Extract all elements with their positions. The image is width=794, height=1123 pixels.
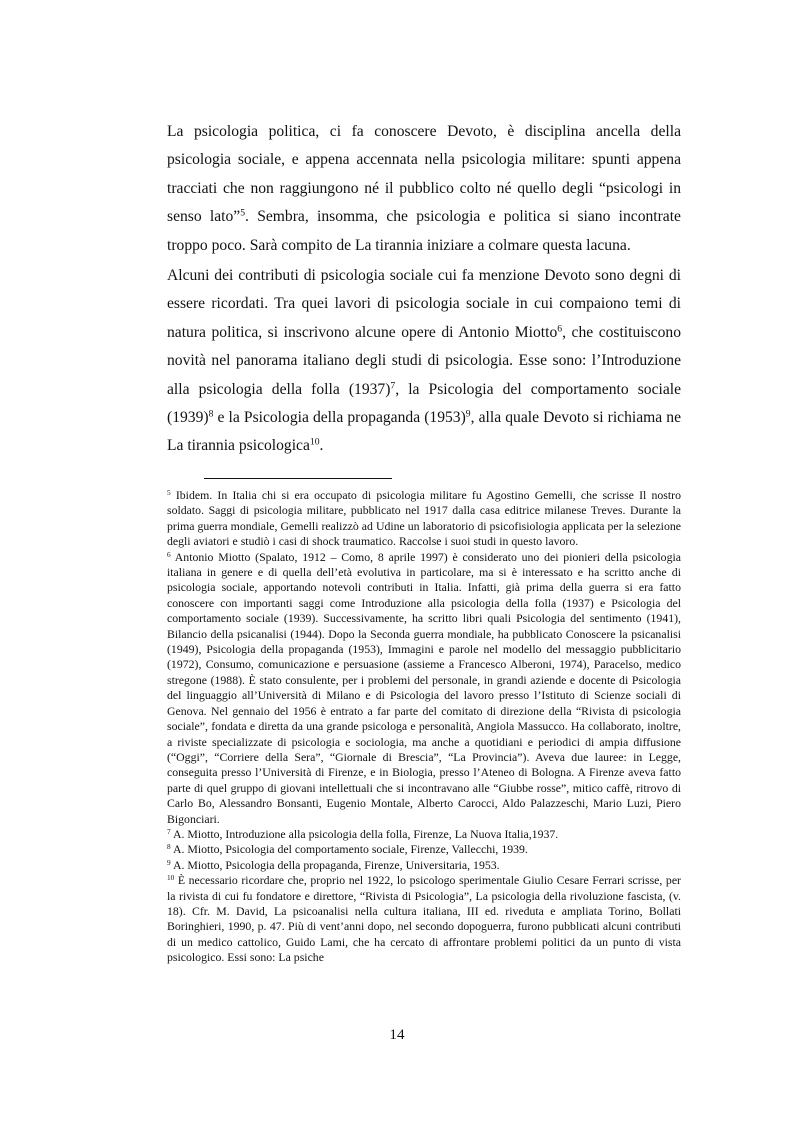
footnotes [167, 488, 681, 966]
footnote-ref: 6 [557, 323, 563, 335]
page-number: 14 [389, 1026, 405, 1043]
footnote-text: A. Miotto, Introduzione alla psicologia della folla, Firenze, La Nuova Italia,1937. [170, 826, 559, 841]
text-run: e la Psicologia della propaganda (1953) [213, 409, 466, 427]
footnote [167, 858, 681, 873]
text-run: , che costituiscono novità nel panorama italiano degli studi di psicologia. Esse sono: l’Introduzione alla psicologia della folla (1937) [167, 323, 681, 398]
footnote [167, 488, 681, 550]
text-run: Alcuni dei contributi di psicologia sociale cui fa menzione Devoto sono degni di essere ricordati. Tra quei lavori di psicologia sociale in cui compaiono temi di natura politica, si inscrivono alcune opere di Antonio Miotto [167, 267, 681, 341]
body-paragraph [167, 262, 681, 461]
body-text [167, 118, 681, 461]
footnote [167, 550, 681, 827]
footnote-text: A. Miotto, Psicologia del comportamento sociale, Firenze, Vallecchi, 1939. [170, 842, 528, 857]
text-run: . [319, 437, 324, 455]
footnote-number: 9 [167, 857, 171, 867]
footnote-ref: 9 [465, 408, 471, 420]
footnote-separator [204, 478, 392, 479]
footnote-ref: 10 [309, 437, 320, 449]
text-run: , alla quale Devoto si richiama ne La tirannia psicologica [167, 409, 681, 455]
footnote [167, 842, 681, 857]
text-run: , la Psicologia del comportamento sociale (1939) [167, 380, 681, 427]
footnote-ref: 8 [208, 408, 214, 420]
footnote-ref: 7 [390, 380, 396, 392]
footnote-number: 7 [167, 826, 171, 836]
footnote-number: 6 [167, 549, 171, 559]
text-run: . Sembra, insomma, che psicologia e politica si siano incontrate troppo poco. Sarà compito de La tirannia iniziare a colmare questa lacuna. [167, 208, 681, 254]
text-run: La psicologia politica, ci fa conoscere Devoto, è disciplina ancella della psicologia sociale, e appena accennata nella psicologia militare: spunti appena tracciati che non raggiungono né il pubblico colto né quello degli “psicologi in senso lato” [167, 123, 681, 226]
footnote-number: 5 [167, 487, 171, 497]
footnote-text: Antonio Miotto (Spalato, 1912 – Como, 8 aprile 1997) è considerato uno dei pionieri della psicologia italiana in genere e di quella dell’età evolutiva in particolare, ma si è interessato e ha scritto anche di psicologia sociale, apportando notevoli contributi in Italia. Infatti, già prima della guerra si era fatto conoscere con importanti saggi come Introduzione alla psicologia della folla (1937) e Psicologia del comportamento sociale (1939). Successivamente, ha scritto libri quali Psicologia del sentimento (1941), Bilancio della psicanalisi (1944). Dopo la Seconda guerra mondiale, ha pubblicato Conoscere la psicanalisi (1949), Psicologia della propaganda (1953), Immagini e parole nel modello del messaggio pubblicitario (1972), Consumo, comunicazione e persuasione (assieme a Francesco Alberoni, 1974), Paracelso, medico stregone (1988). È stato consulente, per i problemi del personale, in grandi aziende e docente di Psicologia del linguaggio all’Università di Milano e di Psicologia del lavoro presso l’Istituto di Scienze sociali di Genova. Nel gennaio del 1956 è entrato a far parte del comitato di direzione della “Rivista di psicologia sociale”, fondata e diretta da una grande psicologa e personalità, Angiola Massucco. Ha collaborato, inoltre, a riviste specializzate di psicologia e sociologia, ma anche a quotidiani e periodici di ampia diffusione (“Oggi”, “Corriere della Sera”, “Giornale di Brescia”, “La Provincia”). Aveva due lauree: in Legge, conseguita presso l’Università di Firenze, e in Biologia, presso l’Ateneo di Bologna. A Firenze aveva fatto parte di quel gruppo di giovani intellettuali che si incontravano alle “Giubbe rosse”, mitico caffè, ritrovo di Carlo Bo, Alessandro Bonsanti, Eugenio Montale, Alberto Carocci, Aldo Palazzeschi, Mario Luzi, Piero Bigonciari. [167, 549, 681, 826]
footnote-text: È necessario ricordare che, proprio nel 1922, lo psicologo sperimentale Giulio Cesare Ferrari scrisse, per la rivista di cui fu fondatore e direttore, “Rivista di Psicologia”, La psicologia della rivoluzione fascista, (v. 18). Cfr. M. David, La psicoanalisi nella cultura italiana, III ed. riveduta e ampliata Torino, Bollati Boringhieri, 1990, p. 47. Più di vent’anni dopo, nel secondo dopoguerra, furono pubblicati alcuni contributi di un medico cattolico, Guido Lami, che ha cercato di affrontare problemi politici da un punto di vista psicologico. Essi sono: La psiche [167, 873, 681, 965]
footnote-number: 8 [167, 842, 171, 852]
footnote-ref: 5 [240, 207, 246, 219]
footnote [167, 873, 681, 965]
footnote-text: Ibidem. In Italia chi si era occupato di psicologia militare fu Agostino Gemelli, che scrisse Il nostro soldato. Saggi di psicologia militare, pubblicato nel 1917 dalla casa editrice milanese Treves. Durante la prima guerra mondiale, Gemelli realizzò ad Udine un laboratorio di psicofisiologia applicata per la selezione degli aviatori e studiò i casi di shock traumatico. Raccolse i suoi studi in questo lavoro. [167, 488, 681, 549]
body-paragraph [167, 118, 681, 260]
footnote-number: 10 [167, 873, 175, 883]
footnote [167, 827, 681, 842]
footnote-text: A. Miotto, Psicologia della propaganda, Firenze, Universitaria, 1953. [170, 857, 500, 872]
